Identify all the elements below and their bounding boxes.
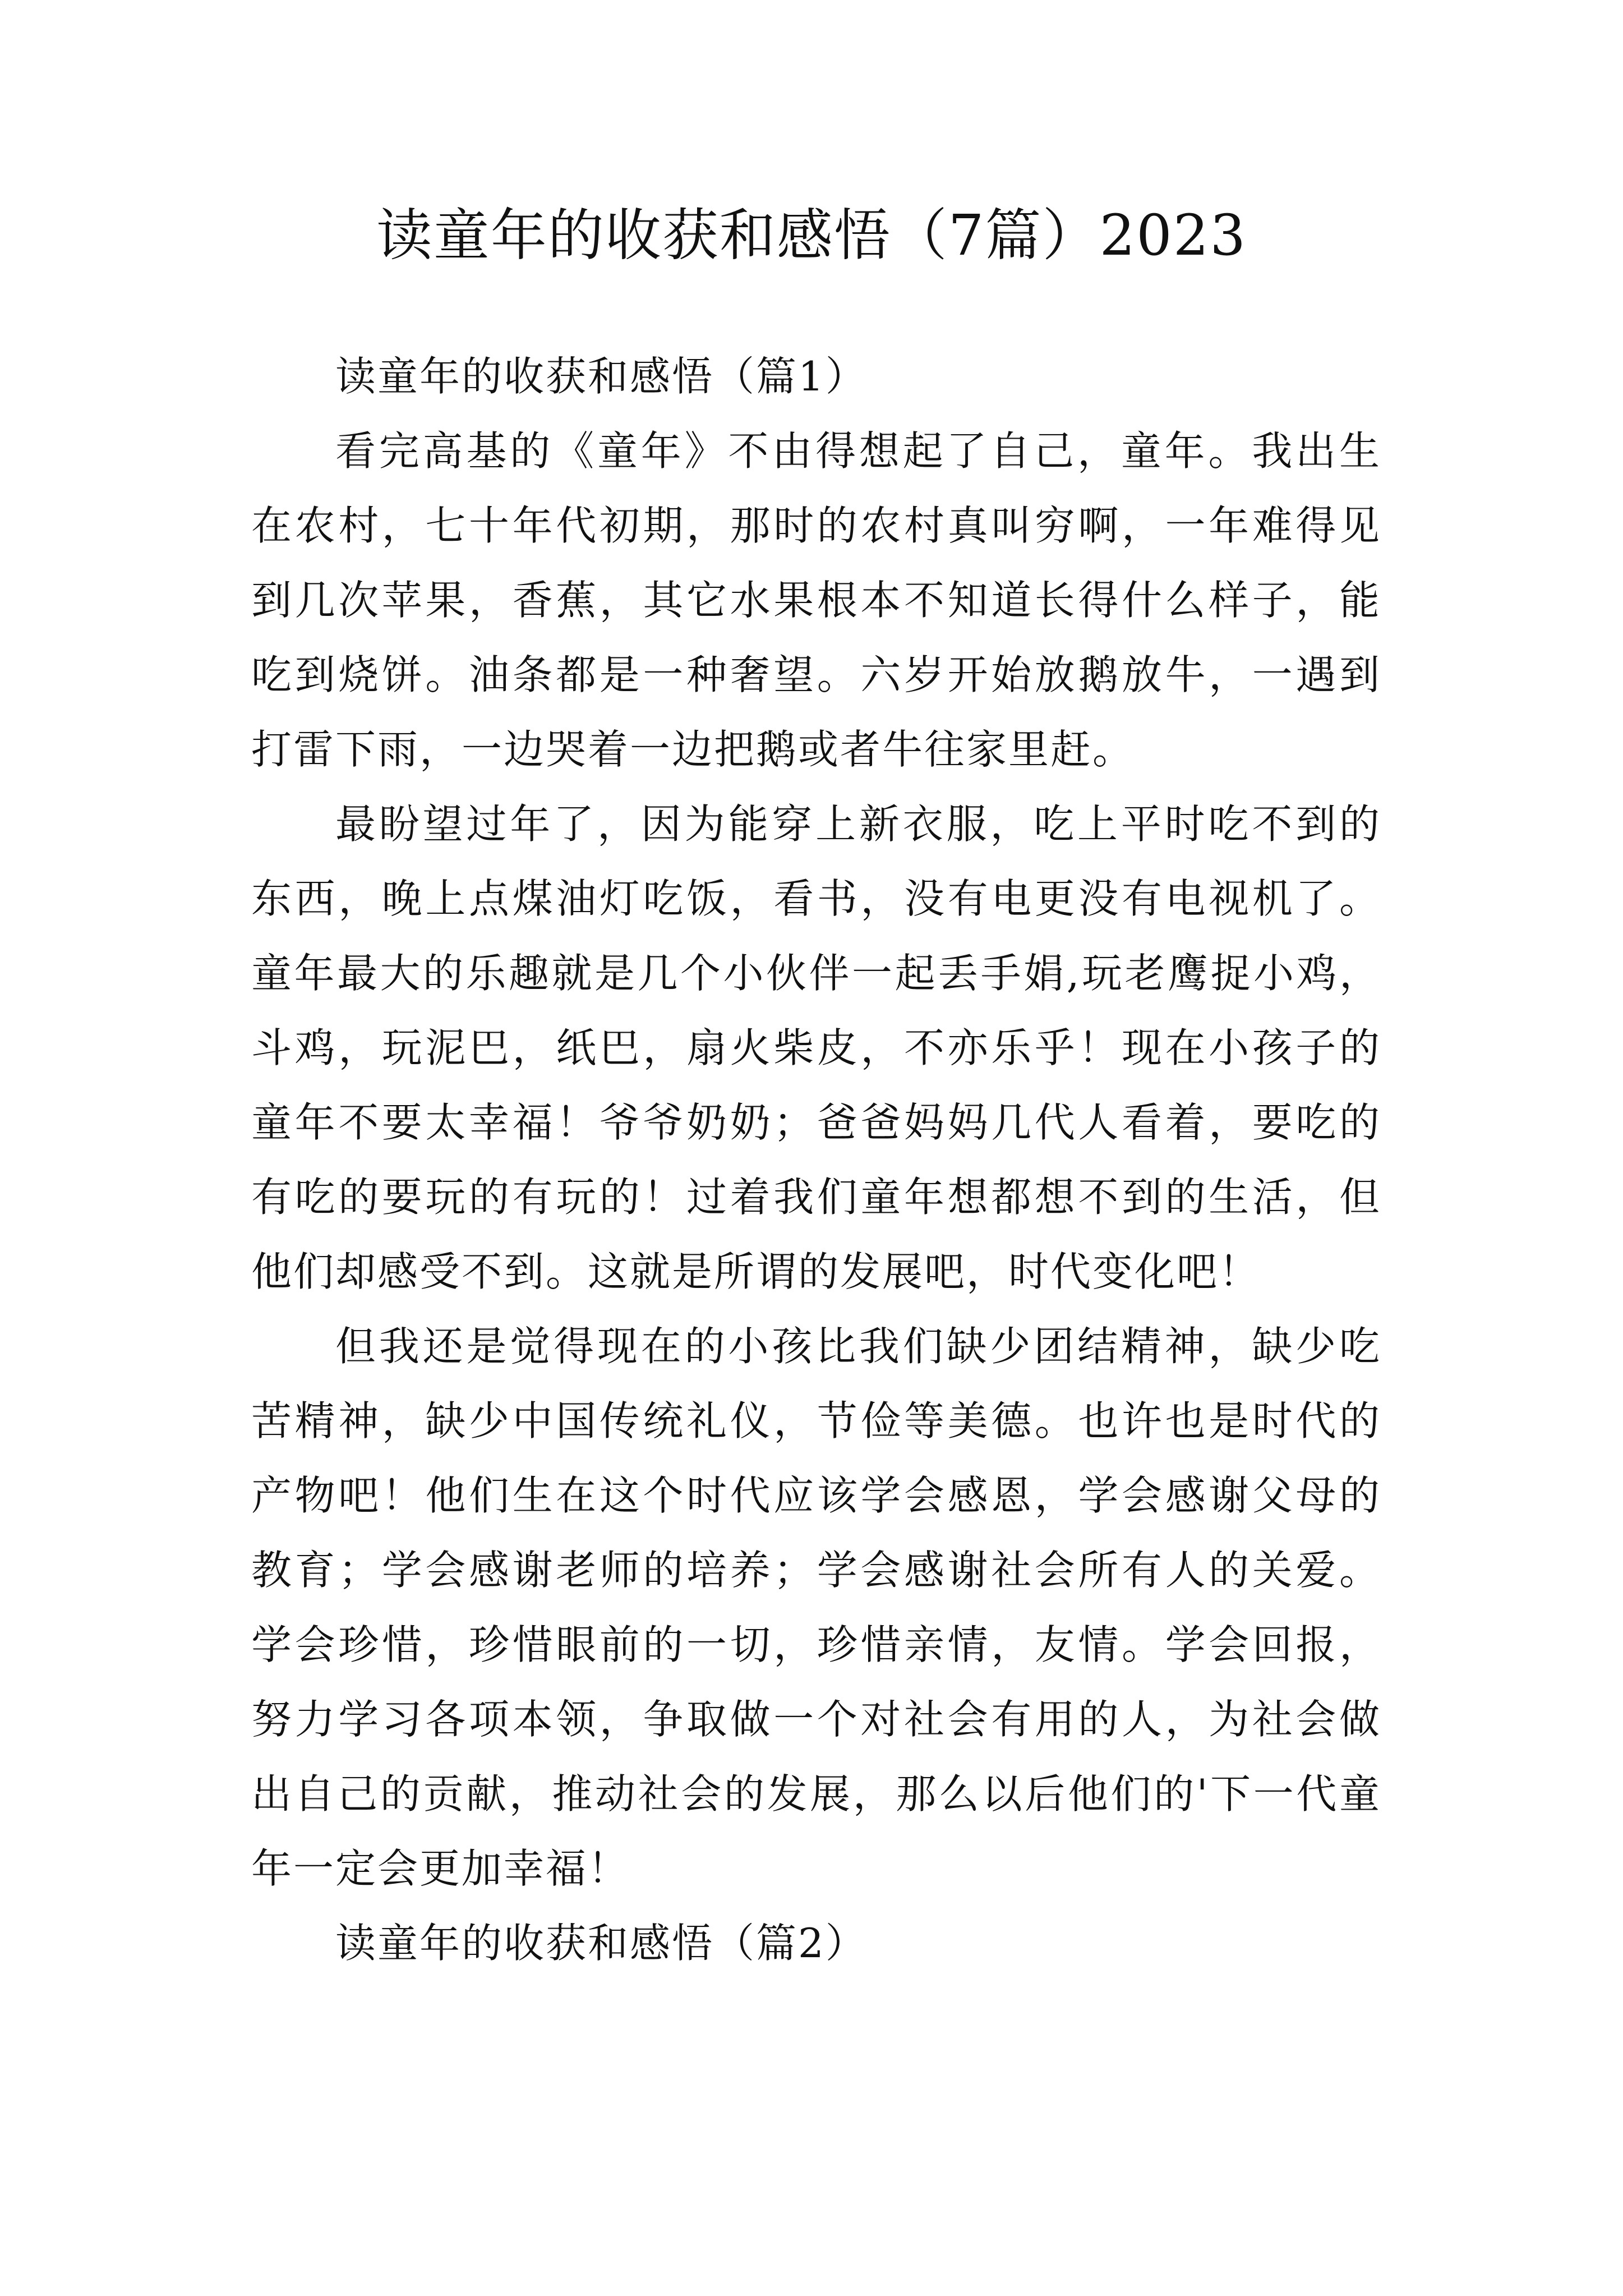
document-body <box>251 339 1381 1981</box>
section-heading-1: 读童年的收获和感悟（篇1） <box>335 353 868 400</box>
paragraph-2: 最盼望过年了，因为能穿上新衣服，吃上平时吃不到的东西，晚上点煤油灯吃饭，看书，没有电更没有电视机了。童年最大的乐趣就是几个小伙伴一起丢手娟,玩老鹰捉小鸡，斗鸡，玩泥巴，纸巴，扇火柴皮，不亦乐乎！现在小孩子的童年不要太幸福！爷爷奶奶；爸爸妈妈几代人看着，要吃的有吃的要玩的有玩的！过着我们童年想都想不到的生活，但他们却感受不到。这就是所谓的发展吧，时代变化吧！ <box>251 800 1381 1295</box>
paragraph-3: 但我还是觉得现在的小孩比我们缺少团结精神，缺少吃苦精神，缺少中国传统礼仪，节俭等美德。也许也是时代的产物吧！他们生在这个时代应该学会感恩，学会感谢父母的教育；学会感谢老师的培养；学会感谢社会所有人的关爱。学会珍惜，珍惜眼前的一切，珍惜亲情，友情。学会回报，努力学习各项本领，争取做一个对社会有用的人，为社会做出自己的贡献，推动社会的发展，那么以后他们的'下一代童年一定会更加幸福！ <box>251 1323 1381 1892</box>
document-title: 读童年的收获和感悟（7篇）2023 <box>376 203 1247 268</box>
section-heading-2: 读童年的收获和感悟（篇2） <box>335 1920 868 1967</box>
paragraph-1: 看完高基的《童年》不由得想起了自己，童年。我出生在农村，七十年代初期，那时的农村真叫穷啊，一年难得见到几次苹果，香蕉，其它水果根本不知道长得什么样子，能吃到烧饼。油条都是一种奢望。六岁开始放鹅放牛，一遇到打雷下雨，一边哭着一边把鹅或者牛往家里赶。 <box>251 427 1381 773</box>
